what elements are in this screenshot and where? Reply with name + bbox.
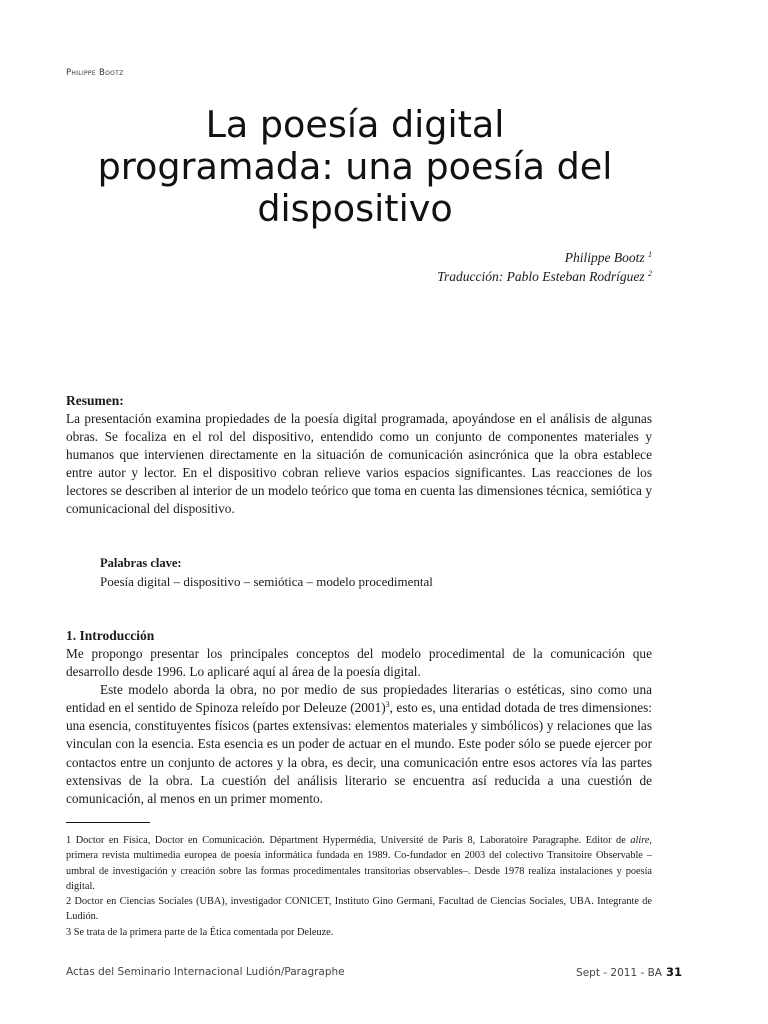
footer-publication: Actas del Seminario Internacional Ludión/Paragraphe <box>66 966 345 978</box>
footnote-3: 3 Se trata de la primera parte de la Ética comentada por Deleuze. <box>66 926 334 938</box>
footnote-1-italic: alire <box>630 835 650 846</box>
keywords-text: Poesía digital – dispositivo – semiótica – modelo procedimental <box>100 574 433 589</box>
article-title <box>60 104 650 230</box>
abstract-heading: Resumen: <box>66 393 124 408</box>
footer-date-page <box>576 965 682 979</box>
title-line-3: dispositivo <box>257 187 453 230</box>
abstract-section <box>66 392 652 519</box>
intro-paragraph-1: Me propongo presentar los principales conceptos del modelo procedimental de la comunicación que desarrollo desde 1996. Lo aplicaré aquí al área de la poesía digital. <box>66 646 652 680</box>
author-line <box>437 248 652 267</box>
page-number: 31 <box>665 965 682 979</box>
translator-line <box>437 267 652 286</box>
footnote-divider <box>66 822 150 823</box>
footnote-1 <box>66 833 652 894</box>
byline <box>437 248 652 286</box>
author-name: Philippe Bootz <box>564 250 645 265</box>
author-note-ref[interactable]: 1 <box>648 250 652 259</box>
footnotes <box>66 833 652 940</box>
abstract-text: La presentación examina propiedades de la poesía digital programada, apoyándose en el análisis de algunas obras. Se focaliza en el rol del dispositivo, entendido como un conjunto de componentes materiales y humanos que intervienen directamente en la situación de comunicación asincrónica que la obra establece entre autor y lector. En el dispositivo cobran relieve varios espacios significantes. Las reacciones de los lectores se describen al interior de un modelo teórico que toma en cuenta las dimensiones técnica, semiótica y comunicacional del dispositivo. <box>66 411 652 517</box>
running-head: Philippe Bootz <box>66 68 124 78</box>
footnote-2: 2 Doctor en Ciencias Sociales (UBA), investigador CONICET, Instituto Gino Germani, Facultad de Ciencias Sociales, UBA. Integrante de Ludión. <box>66 896 652 923</box>
footnote-3-ref[interactable]: 3 <box>385 700 390 710</box>
translator-note-ref[interactable]: 2 <box>648 269 652 278</box>
keywords-heading: Palabras clave: <box>100 556 182 570</box>
keywords-section <box>100 554 620 592</box>
footnote-1-text-b: , primera revista multimedia europea de poesía informática fundada en 1989. Co-fundador en 2003 del colectivo Transitoire Observable –umbral de investigación y creación sobre las formas procedimentales transitorias observables–. Desde 1978 realiza instalaciones y poesía digital. <box>66 835 652 892</box>
introduction-section <box>66 627 652 808</box>
intro-p2-text-b: , esto es, una entidad dotada de tres dimensiones: una esencia, constituyentes físicos (partes extensivas: elementos materiales y simbólicos) y relaciones que las vinculan con la esencia. Esta esencia es un poder de actuar en el mundo. Este poder sólo se puede ejercer por contactos entre un conjunto de actores y la obra, es decir, una comunicación entre esos actores vía las partes extensivas de la obra. La cuestión del análisis literario se encuentra así reducida a una cuestión de comunicación, al menos en un primer momento. <box>66 700 652 806</box>
intro-p2-text-a: Este modelo aborda la obra, no por medio de sus propiedades literarias o estéticas, sino como una entidad en el sentido de Spinoza releído por Deleuze (2001) <box>66 682 652 716</box>
title-line-2: programada: una poesía del <box>97 145 613 188</box>
translator-name: Traducción: Pablo Esteban Rodríguez <box>437 269 645 284</box>
intro-paragraph-2 <box>66 681 652 808</box>
section-heading: 1. Introducción <box>66 628 155 643</box>
footnote-1-text-a: 1 Doctor en Física, Doctor en Comunicación. Départment Hypermédia, Université de Paris 8, Laboratoire Paragraphe. Editor de <box>66 835 631 846</box>
footer-date: Sept - 2011 - BA <box>576 967 662 979</box>
title-line-1: La poesía digital <box>205 103 505 146</box>
